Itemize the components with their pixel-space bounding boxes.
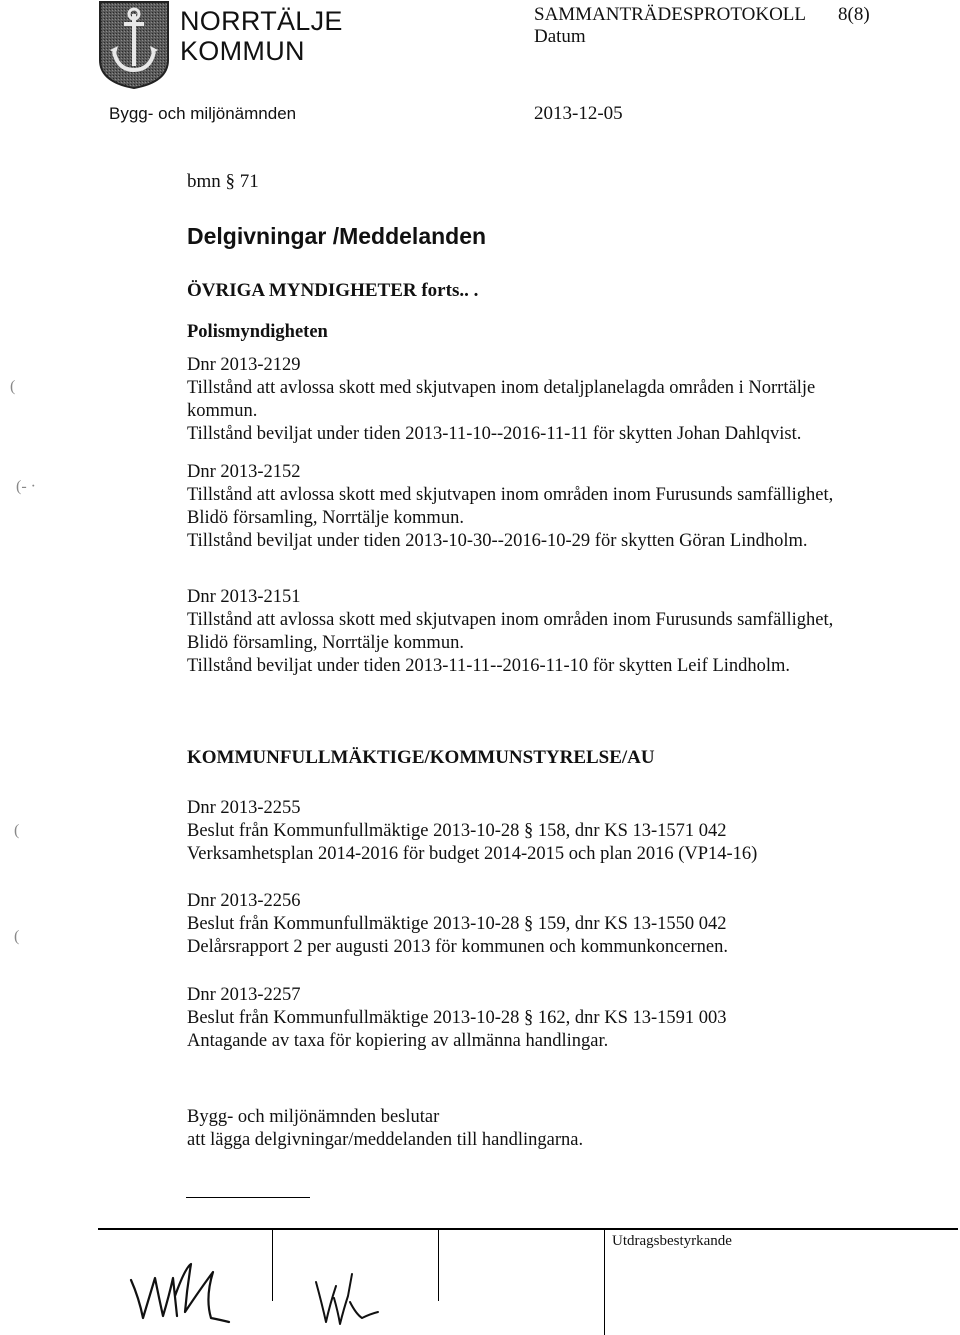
margin-mark: ( bbox=[14, 822, 20, 839]
entry-text: Tillstånd beviljat under tiden 2013-11-10--2016-11-11 för skytten Johan Dahlqvist. bbox=[187, 424, 802, 444]
entry-text: Tillstånd att avlossa skott med skjutvapen inom detaljplanelagda områden i Norrtälje bbox=[187, 378, 816, 398]
entry-dnr: Dnr 2013-2129 bbox=[187, 355, 301, 375]
subheading-other-authorities: ÖVRIGA MYNDIGHETER forts.. . bbox=[187, 280, 479, 301]
margin-mark: ( bbox=[10, 378, 16, 395]
date-label: Datum bbox=[534, 26, 586, 47]
subheading-council: KOMMUNFULLMÄKTIGE/KOMMUNSTYRELSE/AU bbox=[187, 747, 655, 768]
section-title: Delgivningar /Meddelanden bbox=[187, 223, 487, 249]
decision-line: att lägga delgivningar/meddelanden till handlingarna. bbox=[187, 1130, 584, 1150]
signature-initials-1 bbox=[125, 1258, 245, 1333]
police-entry bbox=[187, 354, 815, 446]
council-entry bbox=[187, 797, 757, 866]
footer-divider bbox=[604, 1229, 605, 1335]
entry-text: Blidö församling, Norrtälje kommun. bbox=[187, 633, 464, 653]
entry-text: Tillstånd beviljat under tiden 2013-11-11--2016-11-10 för skytten Leif Lindholm. bbox=[187, 656, 791, 676]
council-entry bbox=[187, 890, 728, 959]
department-name: Bygg- och miljönämnden bbox=[109, 104, 297, 123]
entry-text: Tillstånd att avlossa skott med skjutvapen inom områden inom Furusunds samfällighet, bbox=[187, 610, 834, 630]
page-number: 8(8) bbox=[838, 4, 870, 25]
police-entry bbox=[187, 586, 833, 678]
section-number: bmn § 71 bbox=[187, 171, 259, 192]
footer-divider bbox=[438, 1229, 439, 1301]
entry-dnr: Dnr 2013-2255 bbox=[187, 798, 301, 818]
signature-separator bbox=[186, 1197, 310, 1198]
entry-text: Blidö församling, Norrtälje kommun. bbox=[187, 508, 464, 528]
entry-text: Tillstånd att avlossa skott med skjutvapen inom områden inom Furusunds samfällighet, bbox=[187, 485, 834, 505]
entry-text: Verksamhetsplan 2014-2016 för budget 2014-2015 och plan 2016 (VP14-16) bbox=[187, 844, 758, 864]
document-type: SAMMANTRÄDESPROTOKOLL bbox=[534, 4, 807, 25]
entry-text: kommun. bbox=[187, 401, 258, 421]
council-entry bbox=[187, 984, 727, 1053]
authority-name: Polismyndigheten bbox=[187, 322, 328, 342]
org-name-line1: NORRTÄLJE bbox=[180, 6, 343, 36]
entry-dnr: Dnr 2013-2256 bbox=[187, 891, 301, 911]
entry-text: Tillstånd beviljat under tiden 2013-10-30--2016-10-29 för skytten Göran Lindholm. bbox=[187, 531, 808, 551]
entry-dnr: Dnr 2013-2151 bbox=[187, 587, 301, 607]
police-block bbox=[187, 321, 917, 676]
entry-text: Delårsrapport 2 per augusti 2013 för kommunen och kommunkoncernen. bbox=[187, 937, 728, 957]
entry-text: Antagande av taxa för kopiering av allmänna handlingar. bbox=[187, 1031, 609, 1051]
entry-dnr: Dnr 2013-2257 bbox=[187, 985, 301, 1005]
entry-dnr: Dnr 2013-2152 bbox=[187, 462, 301, 482]
decision-block bbox=[187, 1106, 917, 1152]
police-entry bbox=[187, 461, 833, 553]
meeting-date: 2013-12-05 bbox=[534, 103, 623, 124]
entry-text: Beslut från Kommunfullmäktige 2013-10-28 § 159, dnr KS 13-1550 042 bbox=[187, 914, 727, 934]
margin-mark: (‐ · bbox=[16, 478, 36, 495]
extract-certification-label: Utdragsbestyrkande bbox=[612, 1233, 732, 1249]
decision-line: Bygg- och miljönämnden beslutar bbox=[187, 1107, 440, 1127]
footer-divider bbox=[272, 1229, 273, 1301]
municipality-logo bbox=[98, 0, 170, 90]
entry-text: Beslut från Kommunfullmäktige 2013-10-28 § 158, dnr KS 13-1571 042 bbox=[187, 821, 727, 841]
footer-rule bbox=[98, 1228, 958, 1230]
signature-initials-2 bbox=[308, 1268, 388, 1333]
org-name-line2: KOMMUN bbox=[180, 36, 305, 66]
margin-mark: ( bbox=[14, 928, 20, 945]
entry-text: Beslut från Kommunfullmäktige 2013-10-28 § 162, dnr KS 13-1591 003 bbox=[187, 1008, 727, 1028]
